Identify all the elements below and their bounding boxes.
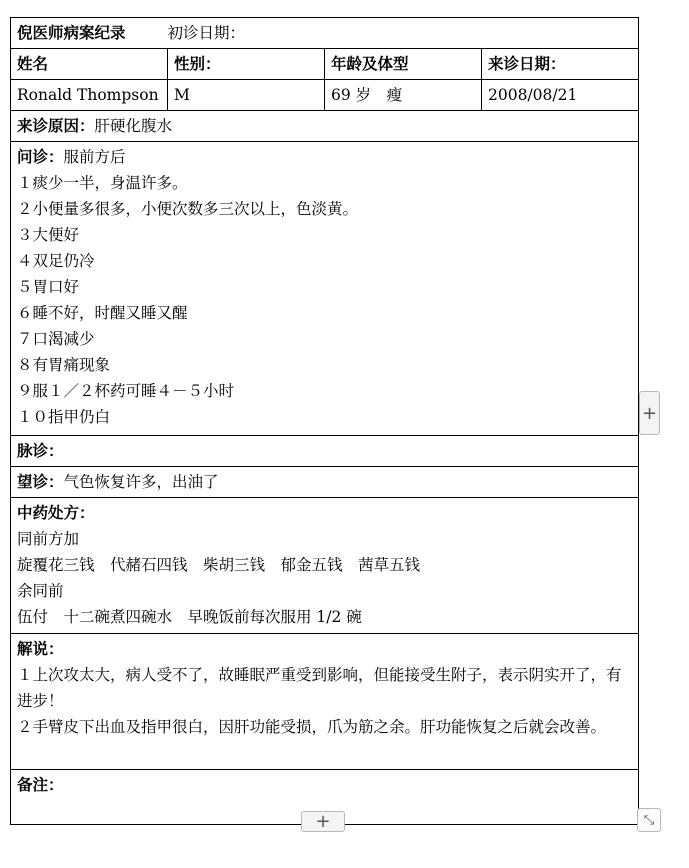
- add-row-button[interactable]: +: [301, 811, 345, 832]
- pulse-label: 脉诊：: [17, 441, 64, 460]
- patient-value-row: [11, 80, 639, 111]
- reason-cell[interactable]: [11, 111, 639, 142]
- inquiry-label: 问诊：: [17, 147, 64, 166]
- reason-label: 来诊原因：: [17, 116, 95, 135]
- pulse-cell[interactable]: [11, 436, 639, 467]
- prescription-line: 同前方加: [17, 530, 80, 548]
- observation-cell[interactable]: [11, 467, 639, 498]
- inquiry-intro: 服前方后: [63, 148, 126, 166]
- prescription-cell[interactable]: [11, 498, 639, 634]
- medical-record-table: [10, 17, 639, 825]
- prescription-label: 中药处方：: [17, 503, 95, 522]
- observation-value: 气色恢复许多，出油了: [63, 473, 219, 491]
- inquiry-item: ２小便量多很多，小便次数多三次以上，色淡黄。: [17, 200, 359, 218]
- inquiry-cell[interactable]: [11, 142, 639, 436]
- inquiry-item: ８有胃痛现象: [17, 356, 111, 374]
- header-cell[interactable]: [11, 18, 639, 49]
- record-title: 倪医师病案纪录: [17, 23, 126, 42]
- resize-handle-icon[interactable]: ⤡: [637, 808, 661, 832]
- reason-value: 肝硬化腹水: [94, 117, 173, 135]
- inquiry-item: ４双足仍冷: [17, 252, 95, 270]
- explanation-paragraph: ２手臂皮下出血及指甲很白，因肝功能受损，爪为筋之余。肝功能恢复之后就会改善。: [17, 718, 607, 736]
- inquiry-item: １０指甲仍白: [17, 408, 111, 426]
- prescription-row: [11, 498, 639, 634]
- explanation-paragraph: １上次攻太大，病人受不了，故睡眠严重受到影响，但能接受生附子，表示阴实开了，有进步！: [17, 666, 622, 710]
- patient-name[interactable]: Ronald Thompson: [11, 80, 168, 111]
- inquiry-item: ６睡不好，时醒又睡又醒: [17, 304, 188, 322]
- prescription-line: 伍付 十二碗煮四碗水 早晚饭前每次服用 1/2 碗: [17, 608, 362, 626]
- patient-gender[interactable]: M: [168, 80, 325, 111]
- initial-date-label: 初诊日期：: [167, 24, 246, 42]
- reason-row: [11, 111, 639, 142]
- notes-label: 备注：: [17, 775, 64, 794]
- inquiry-item: ７口渴减少: [17, 330, 95, 348]
- observation-row: [11, 467, 639, 498]
- age-label[interactable]: 年龄及体型: [325, 49, 482, 80]
- explanation-label: 解说：: [17, 639, 64, 658]
- add-column-button[interactable]: +: [639, 391, 660, 435]
- prescription-line: 余同前: [17, 582, 64, 600]
- explanation-row: [11, 634, 639, 770]
- explanation-cell[interactable]: [11, 634, 639, 770]
- pulse-row: [11, 436, 639, 467]
- inquiry-row: [11, 142, 639, 436]
- inquiry-item: ９服１／２杯药可睡４－５小时: [17, 382, 235, 400]
- observation-label: 望诊：: [17, 472, 64, 491]
- inquiry-item: １痰少一半，身温许多。: [17, 174, 188, 192]
- inquiry-item: ５胃口好: [17, 278, 80, 296]
- visit-date-label[interactable]: 来诊日期：: [482, 49, 639, 80]
- gender-label[interactable]: 性别：: [168, 49, 325, 80]
- patient-age-build[interactable]: 69 岁 瘦: [325, 80, 482, 111]
- patient-label-row: [11, 49, 639, 80]
- patient-visit-date[interactable]: 2008/08/21: [482, 80, 639, 111]
- inquiry-item: ３大便好: [17, 226, 80, 244]
- header-row: [11, 18, 639, 49]
- name-label[interactable]: 姓名: [11, 49, 168, 80]
- prescription-line: 旋覆花三钱 代赭石四钱 柴胡三钱 郁金五钱 茜草五钱: [17, 556, 421, 574]
